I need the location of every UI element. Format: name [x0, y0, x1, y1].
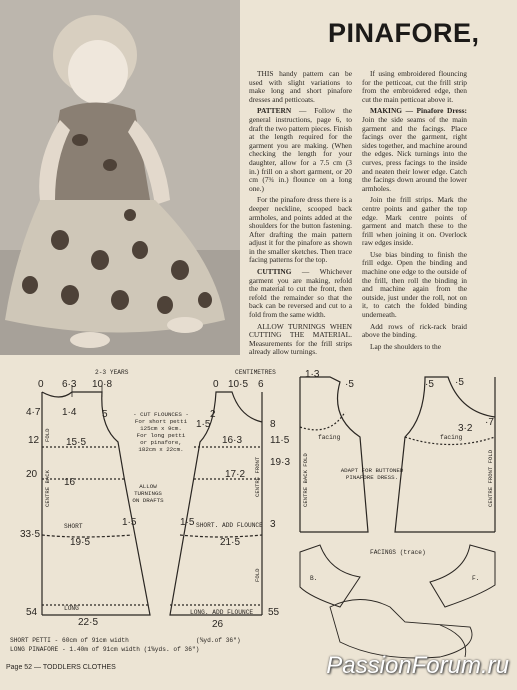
- dim-label: 8: [270, 419, 276, 430]
- pinafore-paragraph: For the pinafore dress there is a deeper neckline, scooped back armholes, and points added at the shoulders for the button fastening. After drafting the main pattern adjust it for the pinafore as shown in the smaller sketches. Then trace facing patterns for the top.: [249, 195, 352, 265]
- cutting-heading: CUTTING: [257, 267, 292, 277]
- pattern-heading: PATTERN: [257, 106, 292, 116]
- pattern-diagram: [0, 357, 517, 667]
- facing-label-front: facing: [440, 434, 463, 441]
- dim-label: 0: [213, 379, 219, 390]
- facing-label-back: facing: [318, 434, 341, 441]
- pattern-text: — Follow the general instructions, page 6, to draft the two pattern pieces. Finish at the length required for the garment you are making. (When checking the length for your daughter, allow for a 7.5 cm (3 in.) frill on a short garment, or 20 cm (7¾ in.) flounce on a long one.): [249, 106, 352, 193]
- flouncing-paragraph: If using embroidered flouncing for the petticoat, cut the frill strip from the embroidered edge, then cut the main petticoat above it.: [362, 69, 467, 104]
- long-add-label: LONG. ADD FLOUNCE: [190, 609, 254, 616]
- dim-label: 1·5: [196, 419, 211, 430]
- dim-label: 12: [28, 435, 40, 446]
- units-label: CENTIMETRES: [235, 369, 276, 376]
- dim-label: 4·7: [26, 407, 41, 418]
- page-footer: Page 52 — TODDLERS CLOTHES: [6, 664, 116, 671]
- long-pinafore-requirement: LONG PINAFORE - 1.40m of 91cm width (1⅝yds. of 36"): [10, 646, 200, 653]
- dim-label: ·5: [345, 379, 354, 390]
- dim-label: 26: [212, 619, 224, 630]
- short-petti-yards: (⅝yd.of 36"): [196, 637, 241, 644]
- dim-label: 6·3: [62, 379, 77, 390]
- toddler-photo-illustration: [0, 0, 240, 355]
- facing-f-label: F.: [472, 575, 480, 582]
- dim-label: ·5: [455, 377, 464, 388]
- shoulders-paragraph: Lap the shoulders to the: [370, 341, 442, 351]
- dim-label: 22·5: [78, 617, 99, 628]
- cut-flounces-note: - CUT FLOUNCES - For short petti 125cm x 9cm. For long petti or pinafore, 182cm x 22cm.: [133, 411, 189, 453]
- dim-label: 21·5: [220, 537, 241, 548]
- allow-turnings-note: ALLOW TURNINGS ON DRAFTS: [132, 483, 164, 504]
- centre-back-label: CENTRE BACK: [44, 470, 51, 507]
- dim-label: 17·2: [225, 469, 246, 480]
- frill-paragraph: Join the frill strips. Mark the centre points and gather the top edge. Mark centre points of garment and match these to the frill when joining it on. Overlock raw edges inside.: [362, 195, 467, 248]
- making-text: Join the side seams of the main garment and the facings. Place facings over the garment, right sides together, and machine around the edges. Nick turnings into the curves, press facings to the inside and neaten their lower edge. Catch the facings down around the lower armholes.: [362, 114, 467, 193]
- dim-label: 3: [270, 519, 276, 530]
- dim-label: 19·3: [270, 457, 291, 468]
- years-label: 2-3 YEARS: [95, 369, 129, 376]
- dim-label: 3·2: [458, 423, 473, 434]
- dim-label: ·5: [425, 379, 434, 390]
- dim-label: 10·8: [92, 379, 113, 390]
- garment-sketch: [330, 600, 472, 659]
- dim-label: 19·5: [70, 537, 91, 548]
- dim-label: ·7: [485, 417, 494, 428]
- dim-label: 55: [268, 607, 280, 618]
- dim-label: 1·5: [180, 517, 195, 528]
- centre-front-fold-label: CENTRE FRONT FOLD: [487, 449, 494, 507]
- turnings-paragraph: ALLOW TURNINGS WHEN CUTTING THE MATERIAL. Measurements for the frill strips already allow turnings.: [249, 321, 352, 357]
- binding-paragraph: Use bias binding to finish the frill edge. Open the binding and machine one edge to the outside of the frill, then roll the binding in and machine again from the outside, just under the roll, not on it, to catch the folded binding underneath.: [362, 249, 467, 320]
- page-title: PINAFORE,: [328, 18, 480, 48]
- dim-label: 2: [210, 409, 216, 420]
- dim-label: 33·5: [20, 529, 41, 540]
- centre-front-label: CENTRE FRONT: [254, 456, 261, 497]
- fold-label: FOLD: [44, 428, 51, 442]
- long-label: LONG: [64, 605, 79, 612]
- dim-label: 5: [102, 409, 108, 420]
- making-heading: MAKING — Pinafore Dress:: [370, 106, 467, 116]
- facing-b-label: B.: [310, 575, 318, 582]
- short-add-label: SHORT. ADD FLOUNCE: [196, 522, 263, 529]
- cutting-text: — Whichever garment you are making, refold the material to cut the front, then refold the remainder so that the back can be reversed and cut to a fold from the same width.: [249, 267, 352, 320]
- text-column-2: [362, 70, 467, 354]
- facings-trace-label: FACINGS (trace): [370, 549, 426, 556]
- centre-label: FOLD: [254, 568, 261, 582]
- short-label: SHORT: [64, 523, 83, 530]
- rickrack-paragraph: Add rows of rick-rack braid above the binding.: [362, 321, 467, 340]
- adapted-front-piece: [395, 377, 495, 532]
- dim-label: 1·5: [122, 517, 137, 528]
- centre-back-fold-label: CENTRE BACK FOLD: [302, 453, 309, 507]
- dim-label: 6: [258, 379, 264, 390]
- dim-label: 16: [64, 477, 76, 488]
- toddler-photo: [0, 0, 240, 355]
- dim-label: 1·3: [305, 369, 320, 380]
- adapt-note: ADAPT FOR BUTTONED PINAFORE DRESS.: [340, 467, 404, 481]
- text-column-1: [249, 70, 352, 360]
- dim-label: 11·5: [270, 435, 290, 446]
- dim-label: 0: [38, 379, 44, 390]
- dim-label: 16·3: [222, 435, 243, 446]
- dim-label: 10·5: [228, 379, 249, 390]
- making-paragraph: [362, 107, 467, 193]
- dim-label: 54: [26, 607, 38, 618]
- dim-label: 1·4: [62, 407, 77, 418]
- adapted-back-piece: [300, 377, 368, 532]
- dim-label: 15·5: [66, 437, 87, 448]
- intro-paragraph: THIS handy pattern can be used with slight variations to make long and short pinafore dresses and petticoats.: [249, 69, 352, 104]
- watermark: PassionForum.ru: [326, 652, 509, 679]
- dim-label: 20: [26, 469, 38, 480]
- pattern-paragraph: [249, 107, 352, 193]
- cutting-paragraph: [249, 268, 352, 320]
- short-petti-requirement: SHORT PETTI - 60cm of 91cm width: [10, 637, 129, 644]
